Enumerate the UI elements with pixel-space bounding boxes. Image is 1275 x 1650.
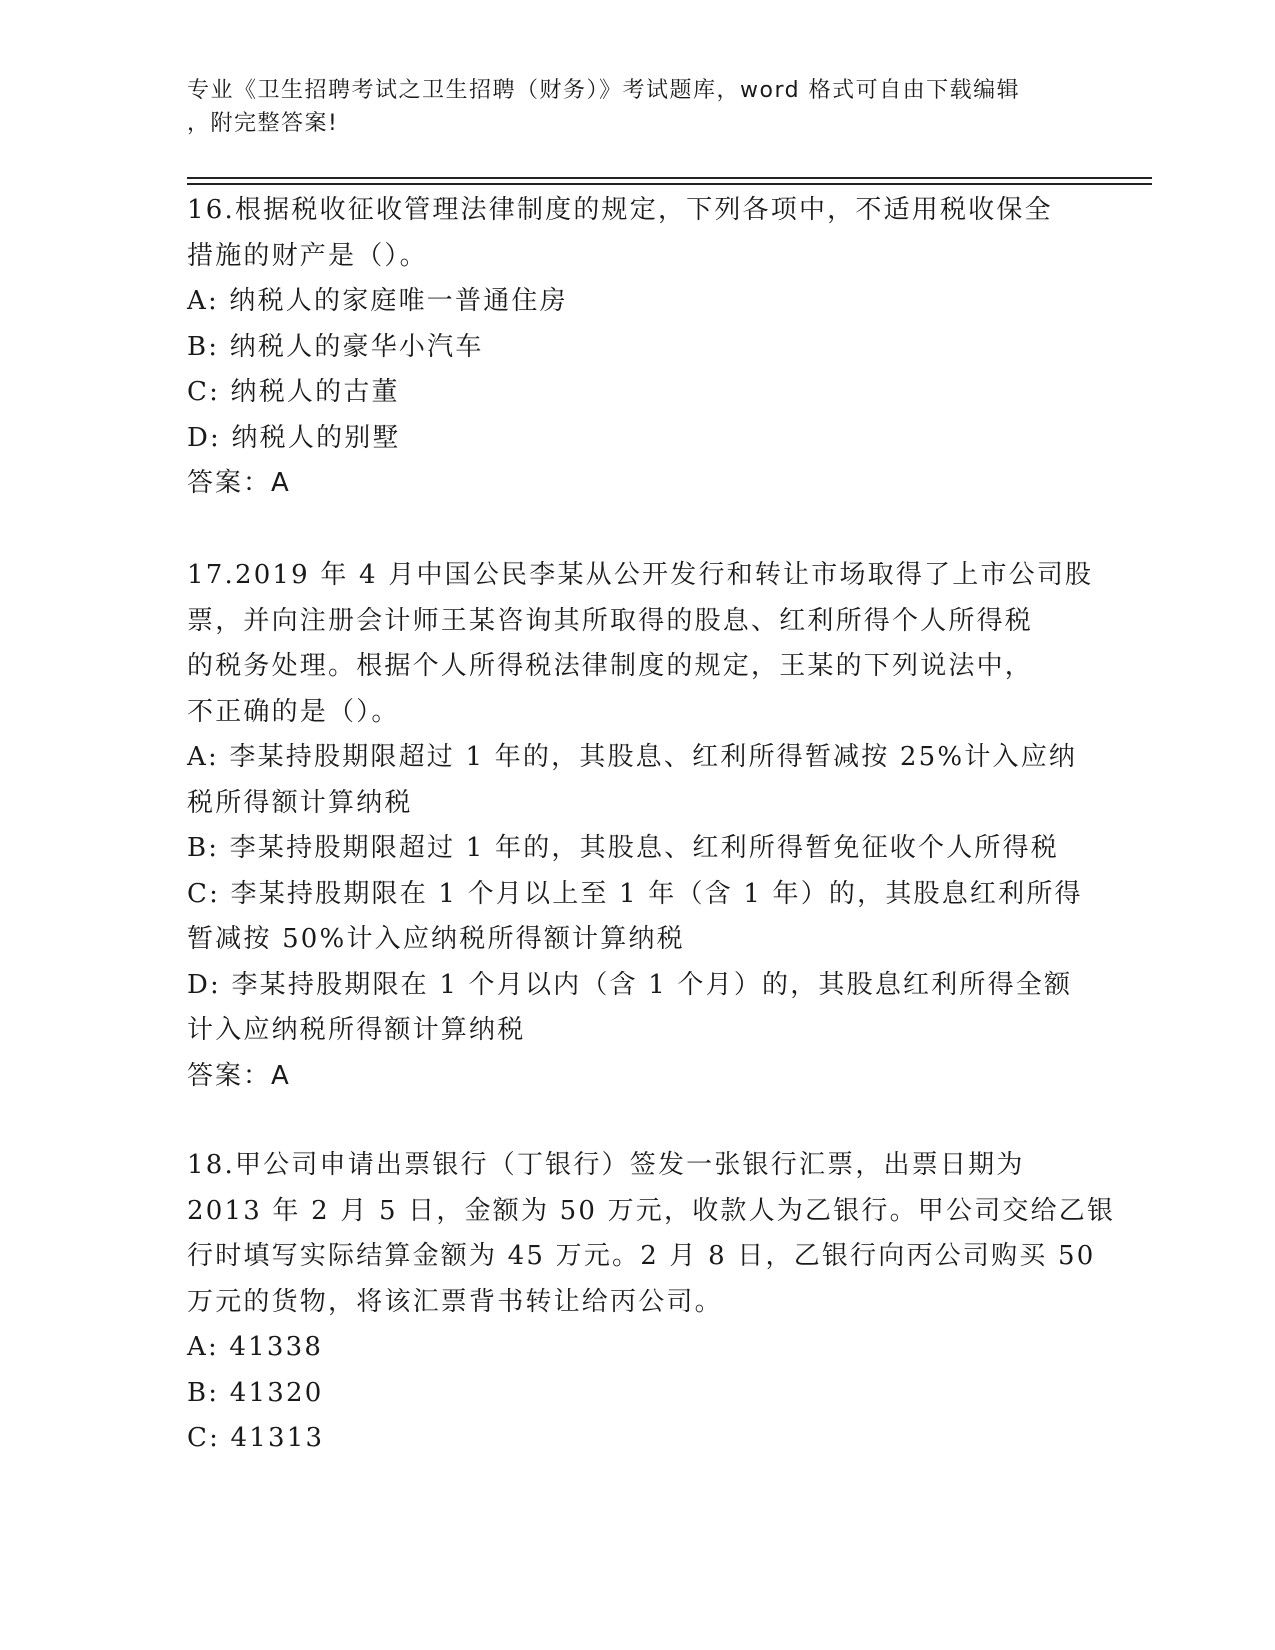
option-d-continued: 计入应纳税所得额计算纳税	[187, 1015, 526, 1045]
question-stem-line: 票，并向注册会计师王某咨询其所取得的股息、红利所得个人所得税	[187, 605, 1034, 636]
answer-label: 答案：A	[187, 468, 291, 498]
question-stem-line: 18.甲公司申请出票银行（丁银行）签发一张银行汇票，出票日期为	[187, 1150, 1025, 1180]
option-a: A: 李某持股期限超过 1 年的，其股息、红利所得暂减按 25%计入应纳	[187, 742, 1078, 772]
option-c: C: 纳税人的古董	[187, 377, 400, 407]
question-stem-line: 行时填写实际结算金额为 45 万元。2 月 8 日，乙银行向丙公司购买 50	[187, 1241, 1096, 1271]
option-d: D: 李某持股期限在 1 个月以内（含 1 个月）的，其股息红利所得全额	[187, 969, 1073, 1000]
question-17	[187, 553, 1094, 1099]
document-header	[187, 74, 1067, 140]
question-stem-line: 措施的财产是（）。	[187, 240, 428, 271]
question-stem-line: 的税务处理。根据个人所得税法律制度的规定，王某的下列说法中，	[187, 651, 1034, 681]
question-18	[187, 1143, 1116, 1462]
option-a: A: 纳税人的家庭唯一普通住房	[187, 286, 568, 316]
question-stem-line: 不正确的是（）。	[187, 696, 400, 727]
question-stem-line: 17.2019 年 4 月中国公民李某从公开发行和转让市场取得了上市公司股	[187, 560, 1094, 590]
option-b: B: 41320	[187, 1377, 324, 1408]
question-stem-line: 万元的货物，将该汇票背书转让给丙公司。	[187, 1286, 723, 1317]
question-stem-line: 2013 年 2 月 5 日，金额为 50 万元，收款人为乙银行。甲公司交给乙银	[187, 1195, 1116, 1226]
option-c-continued: 暂减按 50%计入应纳税所得额计算纳税	[187, 924, 685, 954]
option-c: C: 41313	[187, 1423, 325, 1453]
header-divider-bottom	[187, 183, 1152, 185]
answer-label: 答案：A	[187, 1060, 291, 1091]
header-line-1: 专业《卫生招聘考试之卫生招聘（财务）》考试题库，word 格式可自由下载编辑	[187, 78, 1021, 103]
question-16	[187, 188, 1087, 507]
option-a-continued: 税所得额计算纳税	[187, 787, 413, 818]
option-c: C: 李某持股期限在 1 个月以上至 1 年（含 1 年）的，其股息红利所得	[187, 878, 1083, 909]
option-b: B: 李某持股期限超过 1 年的，其股息、红利所得暂免征收个人所得税	[187, 833, 1060, 863]
header-divider-top	[187, 177, 1152, 179]
question-stem-line: 16.根据税收征收管理法律制度的规定，下列各项中，不适用税收保全	[187, 195, 1053, 225]
option-b: B: 纳税人的豪华小汽车	[187, 331, 484, 362]
option-a: A: 41338	[187, 1332, 324, 1362]
header-line-2: ，附完整答案!	[187, 111, 339, 136]
option-d: D: 纳税人的别墅	[187, 422, 401, 453]
